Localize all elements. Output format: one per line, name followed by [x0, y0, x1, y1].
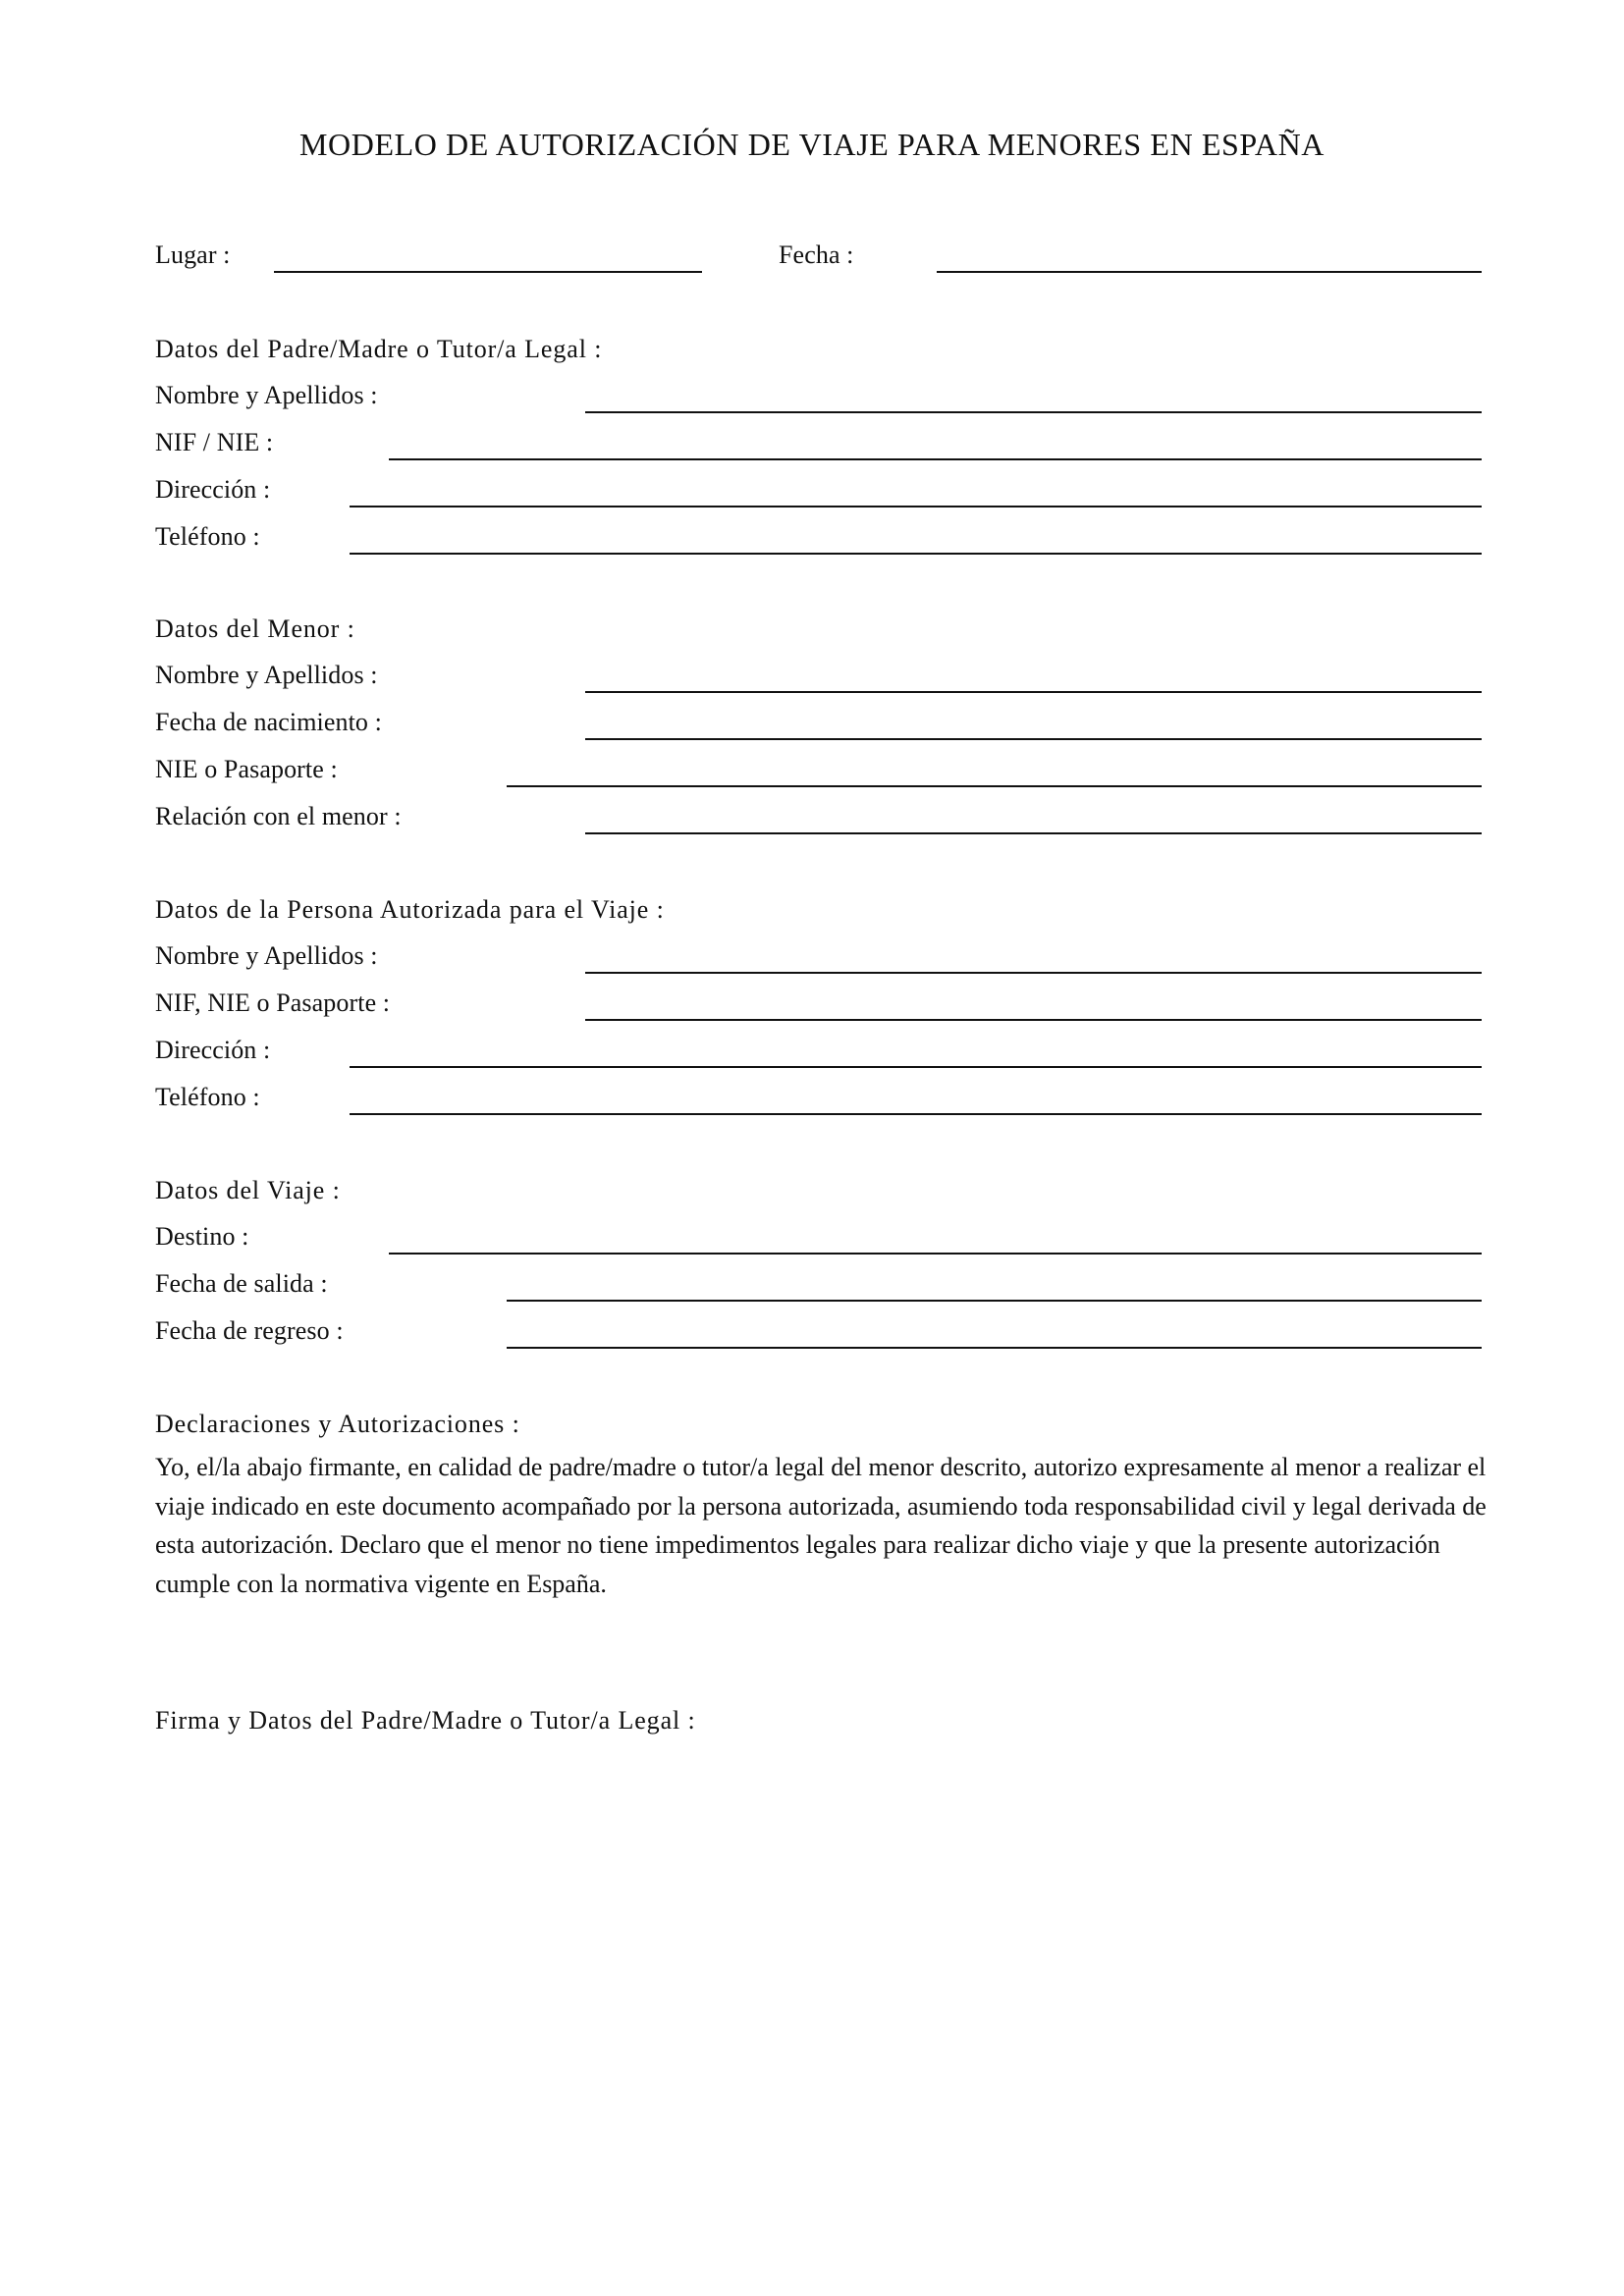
parent-phone-field[interactable] [350, 553, 1482, 555]
parent-section-heading: Datos del Padre/Madre o Tutor/a Legal : [155, 335, 603, 363]
parent-phone-label: Teléfono : [155, 522, 260, 551]
authorized-name-label: Nombre y Apellidos : [155, 941, 378, 970]
authorized-name-field[interactable] [585, 972, 1482, 974]
trip-section-heading: Datos del Viaje : [155, 1176, 341, 1204]
fecha-label: Fecha : [779, 240, 854, 269]
parent-nif-field[interactable] [389, 458, 1482, 460]
minor-birthdate-label: Fecha de nacimiento : [155, 708, 382, 736]
parent-nif-label: NIF / NIE : [155, 428, 274, 456]
authorized-section-heading: Datos de la Persona Autorizada para el Viaje : [155, 895, 665, 924]
parent-name-field[interactable] [585, 411, 1482, 413]
document-title: MODELO DE AUTORIZACIÓN DE VIAJE PARA MENORES EN ESPAÑA [298, 127, 1326, 162]
lugar-label: Lugar : [155, 240, 231, 269]
authorized-document-field[interactable] [585, 1019, 1482, 1021]
minor-document-field[interactable] [507, 785, 1482, 787]
minor-relation-field[interactable] [585, 832, 1482, 834]
parent-address-label: Dirección : [155, 475, 271, 504]
declarations-text: Yo, el/la abajo firmante, en calidad de padre/madre o tutor/a legal del menor descrito, autorizo expresamente al menor a realizar el viaje indicado en este documento acompañado por la persona autorizada, asumiendo toda responsabilidad civil y legal derivada de esta autorización. Declaro que el menor no tiene impedimentos legales para realizar dicho viaje y que la presente autorización cumple con la normativa vigente en España. [155, 1453, 1487, 1598]
parent-address-field[interactable] [350, 506, 1482, 507]
trip-return-label: Fecha de regreso : [155, 1316, 344, 1345]
authorized-phone-label: Teléfono : [155, 1083, 260, 1111]
trip-departure-field[interactable] [507, 1300, 1482, 1302]
minor-document-label: NIE o Pasaporte : [155, 755, 338, 783]
trip-departure-label: Fecha de salida : [155, 1269, 328, 1298]
authorized-document-label: NIF, NIE o Pasaporte : [155, 988, 391, 1017]
minor-name-label: Nombre y Apellidos : [155, 661, 378, 689]
minor-name-field[interactable] [585, 691, 1482, 693]
lugar-field[interactable] [274, 271, 702, 273]
authorized-address-label: Dirección : [155, 1036, 271, 1064]
trip-return-field[interactable] [507, 1347, 1482, 1349]
trip-destination-label: Destino : [155, 1222, 249, 1251]
parent-name-label: Nombre y Apellidos : [155, 381, 378, 409]
signature-heading: Firma y Datos del Padre/Madre o Tutor/a Legal : [155, 1706, 696, 1735]
authorized-address-field[interactable] [350, 1066, 1482, 1068]
trip-destination-field[interactable] [389, 1253, 1482, 1255]
minor-section-heading: Datos del Menor : [155, 614, 355, 643]
declarations-heading: Declaraciones y Autorizaciones : [155, 1410, 520, 1438]
minor-birthdate-field[interactable] [585, 738, 1482, 740]
minor-relation-label: Relación con el menor : [155, 802, 402, 830]
fecha-field[interactable] [937, 271, 1482, 273]
authorized-phone-field[interactable] [350, 1113, 1482, 1115]
